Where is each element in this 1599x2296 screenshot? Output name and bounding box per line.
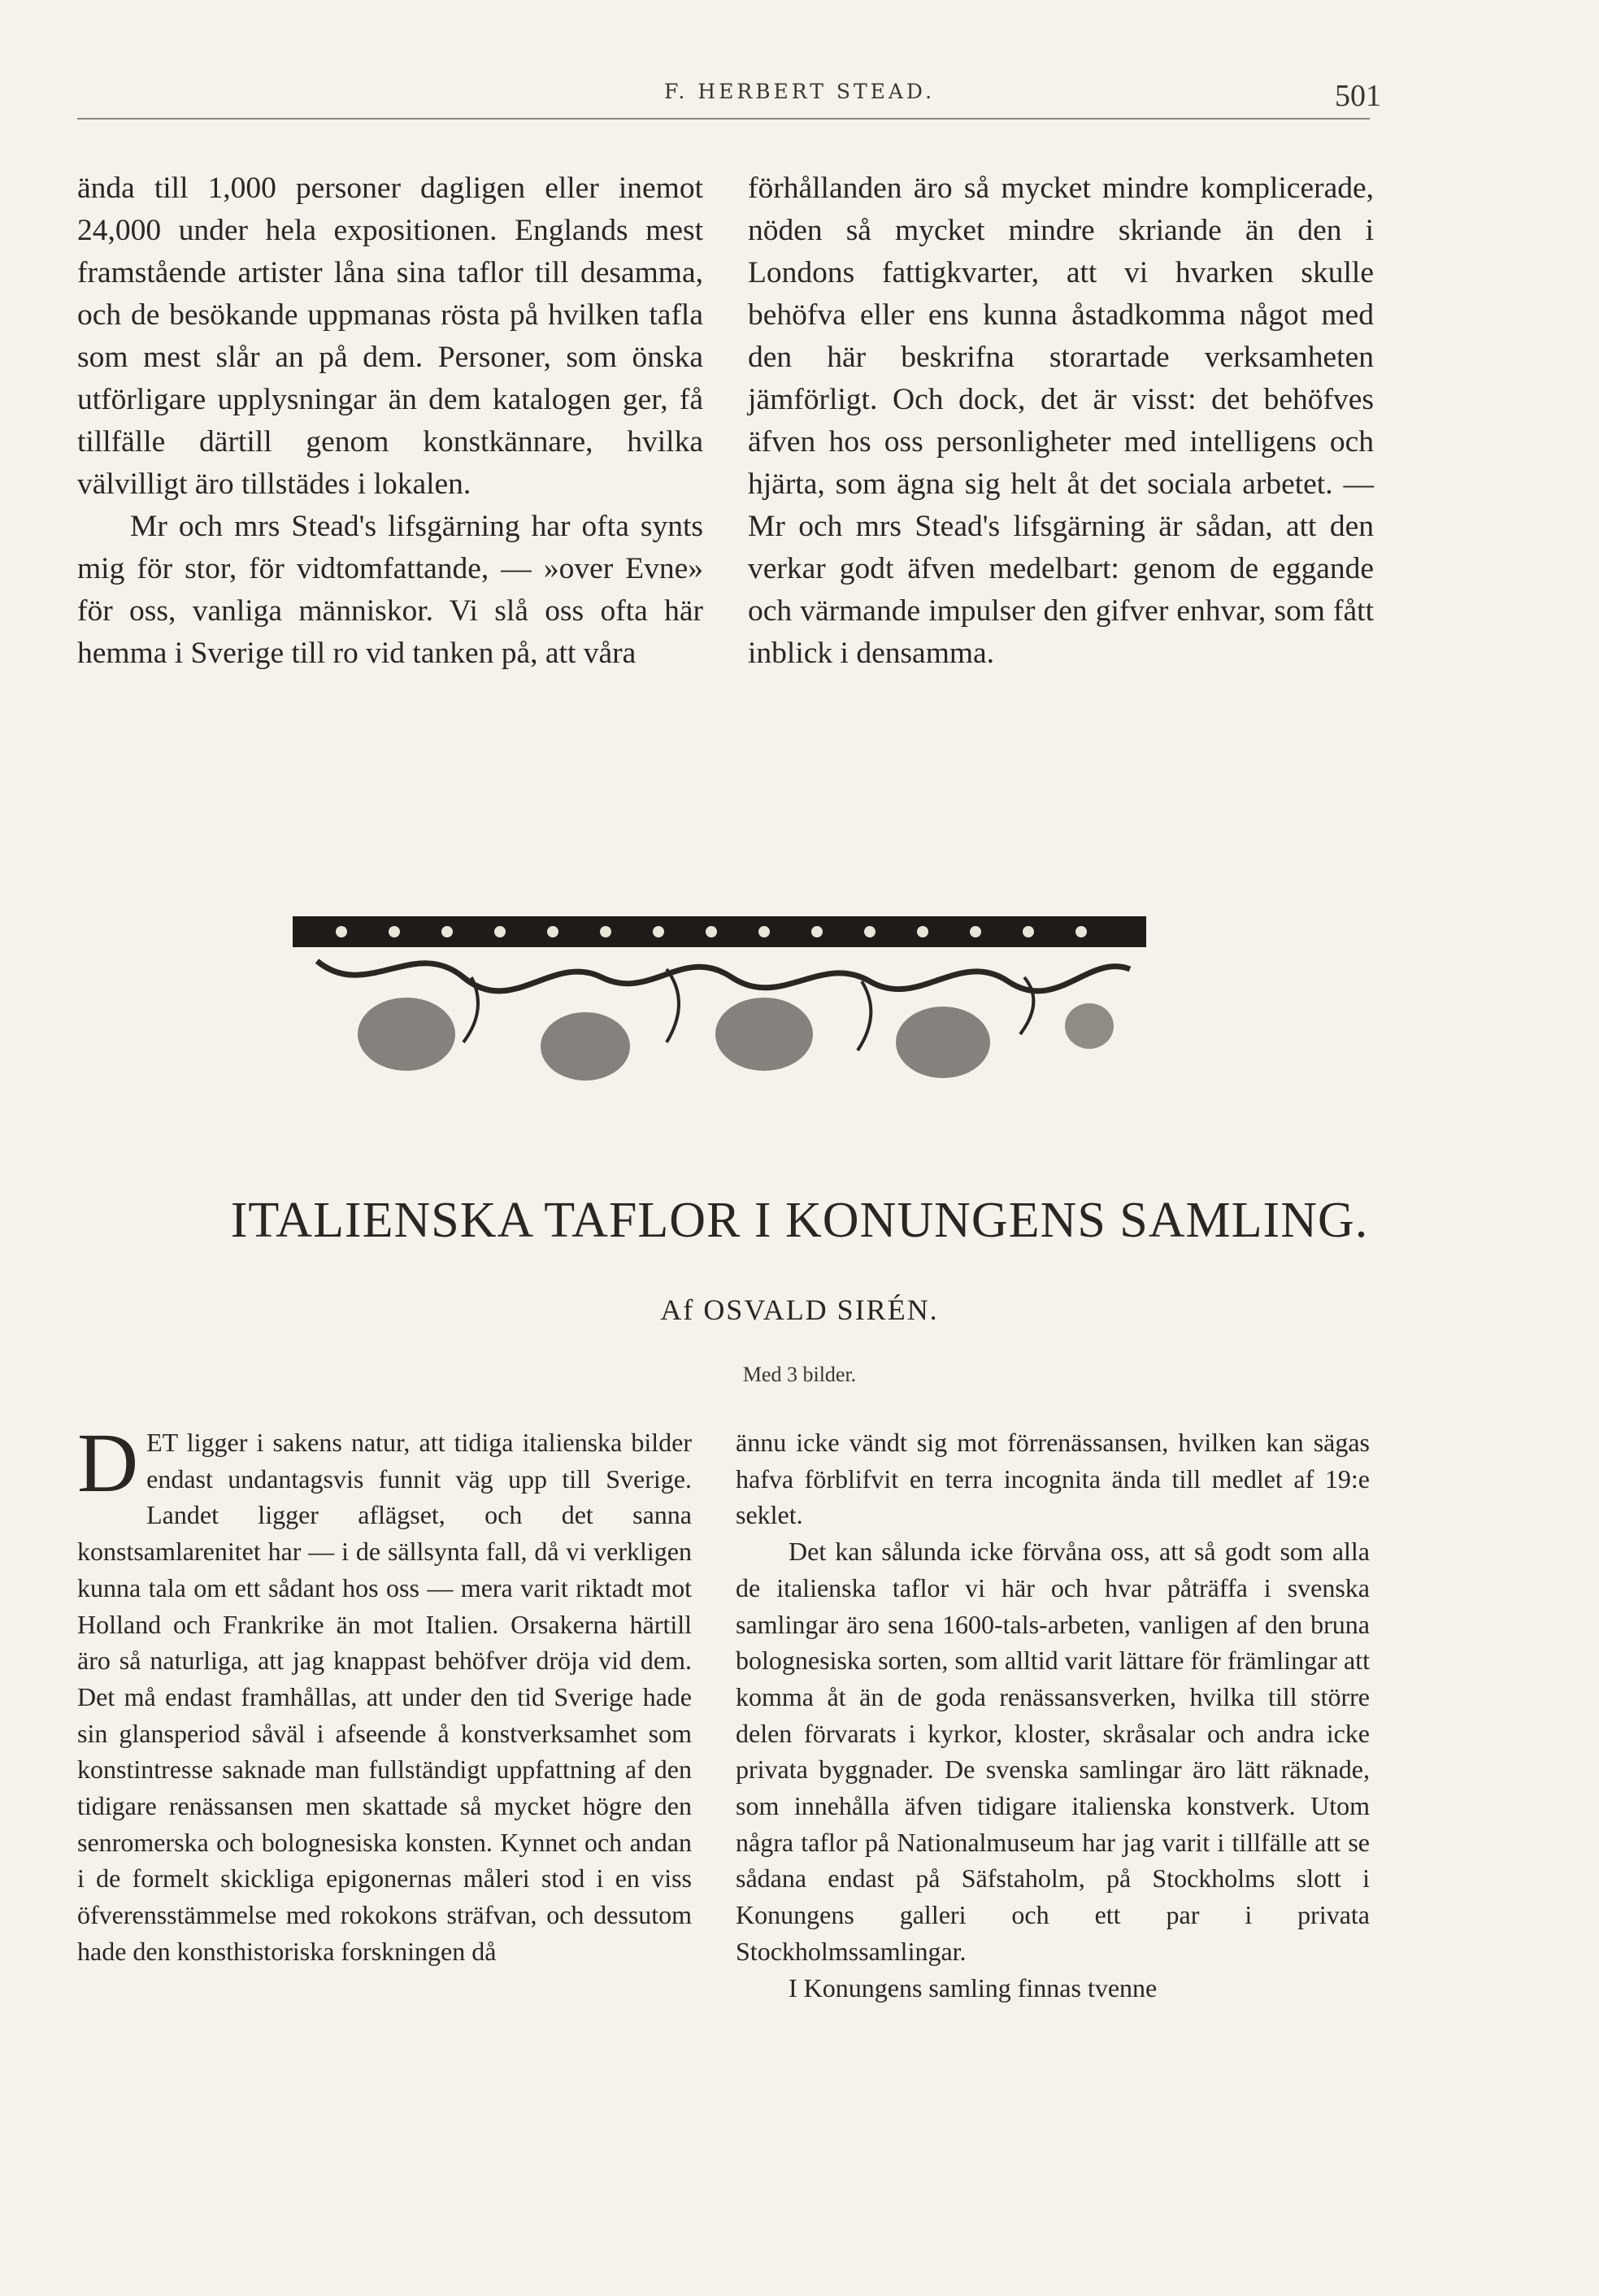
ornament-stars (336, 926, 1087, 937)
author-name: OSVALD SIRÉN. (703, 1294, 939, 1326)
illustration-note: Med 3 bilder. (742, 1363, 857, 1386)
header-rule (77, 118, 1370, 120)
paragraph: ännu icke vändt sig mot förrenässansen, hvilken kan sägas hafva förblifvit en terra incognita ända till medlet af 19:e seklet. (736, 1428, 1370, 1530)
paragraph (77, 1416, 692, 1970)
page-number: 501 (1335, 79, 1381, 113)
article-title: ITALIENSKA TAFLOR I KONUNGENS SAMLING. (230, 1193, 1369, 1248)
ornament-blossoms (358, 998, 1114, 1081)
byline (0, 1293, 1599, 1327)
paragraph: Det kan sålunda icke förvåna oss, att så godt som alla de italienska taflor vi här och hvar påträffa i svenska samlingar äro sena 1600-tals-arbeten, vanligen af den bruna bolognesiska sorten, som alltid varit lättare för främlingar att komma åt än de goda renässansverken, hvilka till större delen förvarats i kyrkor, kloster, skråsalar och andra icke privata byggnader. De svenska samlingar äro lätt räknade, som innehålla äfven tidigare italienska konstverk. Utom några taflor på Nationalmuseum har jag varit i tillfälle att se sådana endast på Säfstaholm, på Stockholms slott i Konungens galleri och ett par i privata Stockholmssamlingar. (736, 1537, 1370, 1966)
article-left-column (77, 1416, 692, 1970)
floral-vignette-ornament (293, 904, 1146, 1093)
ornament-vine (317, 961, 1130, 991)
byline-prefix: Af (660, 1294, 695, 1326)
paragraph: I Konungens samling finnas tvenne (789, 1972, 1158, 2002)
upper-right-column (748, 167, 1374, 675)
paragraph-text: ET ligger i sakens natur, att tidiga italienska bilder endast undantagsvis funnit väg upp till Sverige. Landet ligger aflägset, och det sanna konstsamlarenitet har — i de sällsynta fall, då vi verkligen kunna tala om ett sådant hos oss — mera varit riktadt mot Holland och Frankrike än mot Italien. Orsakerna härtill äro så naturliga, att jag knappast behöfver dröja vid dem. Det må endast framhållas, att under den tid Sverige hade sin glansperiod såväl i afseende å konstverksamhet som konstintresse saknade man fullständigt uppfattning af den tidigare renässansen men skattade så mycket högre den senromerska och bolognesiska konsten. Kynnet och andan i de formelt skickliga epigonernas måleri stod i en viss öfverensstämmelse med rokokons sträfvan, och dessutom hade den konsthistoriska forskningen då (77, 1428, 692, 1966)
article-right-column (736, 1424, 1370, 2006)
drop-cap: D (77, 1416, 139, 1510)
paragraph: Mr och mrs Stead's lifsgärning har ofta synts mig för stor, för vidtomfattande, — »over Evne» för oss, vanliga människor. Vi slå oss ofta här hemma i Sverige till ro vid tanken på, att våra (77, 510, 703, 670)
paragraph: förhållanden äro så mycket mindre komplicerade, nöden så mycket mindre skriande än den i Londons fattigkvarter, att vi hvarken skulle behöfva eller ens kunna åstadkomma något med den här beskrifna storartade verksamheten jämförligt. Och dock, det är visst: det behöfves äfven hos oss personligheter med intelligens och hjärta, som ägna sig helt åt det sociala arbetet. — Mr och mrs Stead's lifsgärning är sådan, att den verkar godt äfven medelbart: genom de eggande och värmande impulser den gifver enhvar, som fått inblick i densamma. (748, 172, 1374, 670)
ornament-band (293, 916, 1146, 947)
paragraph: ända till 1,000 personer dagligen eller inemot 24,000 under hela expositionen. Englands mest framstående artister låna sina taflor till desamma, och de besökande uppmanas rösta på hvilken tafla som mest slår an på dem. Personer, som önska utförligare upplysningar än dem katalogen ger, få tillfälle därtill genom konstkännare, hvilka välvilligt äro tillstädes i lokalen. (77, 172, 703, 501)
upper-left-column (77, 167, 703, 675)
running-header: F. HERBERT STEAD. (663, 80, 936, 103)
